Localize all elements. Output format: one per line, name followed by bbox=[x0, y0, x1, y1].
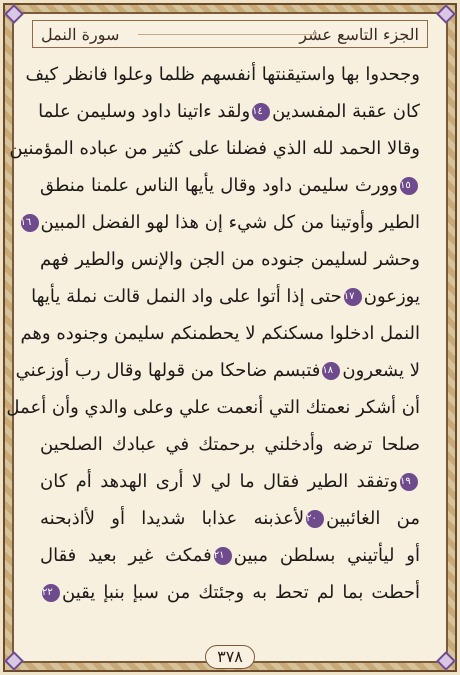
text-line bbox=[20, 204, 420, 241]
ayah-marker-icon: ١٩ bbox=[400, 473, 418, 491]
text-line bbox=[40, 241, 420, 278]
text-line bbox=[40, 426, 420, 463]
page-number: ٣٧٨ bbox=[205, 645, 255, 669]
line-text: كان عقبة المفسدين bbox=[272, 101, 420, 122]
line-text: وورث سليمن داود وقال يأيها الناس علمنا منطق bbox=[40, 175, 398, 196]
quran-text bbox=[6, 56, 421, 630]
text-line bbox=[6, 389, 420, 426]
line-text: لأعذبنه عذابا شديدا أو لأاذبحنه bbox=[40, 508, 305, 529]
line-text: وتفقد الطير فقال ما لي لا أرى الهدهد أم كان bbox=[40, 471, 398, 492]
ayah-marker-icon: ٢١ bbox=[214, 547, 232, 565]
line-text: أن أشكر نعمتك التي أنعمت علي وعلى والدي وأن أعمل bbox=[6, 397, 420, 418]
line-text: لا يشعرون bbox=[342, 360, 420, 381]
line-text: وجحدوا بها واستيقنتها أنفسهم ظلما وعلوا فانظر كيف bbox=[25, 64, 420, 85]
text-line bbox=[40, 574, 420, 611]
line-text: صلحا ترضه وأدخلني برحمتك في عبادك الصلحين bbox=[40, 434, 420, 455]
text-line bbox=[9, 130, 420, 167]
ayah-marker-icon: ٢٠ bbox=[306, 510, 324, 528]
line-text: النمل ادخلوا مسكنكم لا يحطمنكم سليمن وجنوده وهم bbox=[20, 323, 420, 344]
line-text: أو ليأتيني بسلطن مبين bbox=[233, 545, 420, 566]
header-divider bbox=[138, 34, 317, 35]
line-text: وحشر لسليمن جنوده من الجن والإنس والطير فهم bbox=[40, 249, 420, 270]
ayah-marker-icon: ١٥ bbox=[400, 177, 418, 195]
text-line bbox=[15, 352, 420, 389]
text-line bbox=[40, 537, 420, 574]
line-text: حتى إذا أتوا على واد النمل قالت نملة يأيها bbox=[31, 286, 342, 307]
ayah-marker-icon: ١٤ bbox=[252, 103, 270, 121]
line-text: ولقد ءاتينا داود وسليمن علما bbox=[38, 101, 251, 122]
text-line bbox=[40, 500, 420, 537]
ayah-marker-icon: ١٨ bbox=[322, 362, 340, 380]
text-line bbox=[40, 463, 420, 500]
text-line bbox=[20, 315, 420, 352]
line-text: من الغائبين bbox=[326, 508, 421, 529]
text-line bbox=[25, 56, 420, 93]
text-line bbox=[40, 93, 420, 130]
ayah-marker-icon: ١٦ bbox=[21, 214, 39, 232]
text-line bbox=[31, 278, 420, 315]
line-text: يوزعون bbox=[363, 286, 420, 307]
page-header bbox=[32, 20, 428, 48]
line-text: فمكث غير بعيد فقال bbox=[40, 545, 212, 566]
line-text: أحطت بما لم تحط به وجئتك من سبإ بنبإ يقين bbox=[62, 582, 420, 603]
juz-name: الجزء التاسع عشر bbox=[299, 25, 419, 44]
ayah-marker-icon: ١٧ bbox=[344, 288, 362, 306]
surah-name: سورة النمل bbox=[41, 25, 120, 44]
line-text: الطير وأوتينا من كل شيء إن هذا لهو الفضل المبين bbox=[40, 212, 420, 233]
text-line bbox=[40, 167, 420, 204]
line-text: وقالا الحمد لله الذي فضلنا على كثير من عباده المؤمنين bbox=[9, 138, 420, 159]
line-text: فتبسم ضاحكا من قولها وقال رب أوزعني bbox=[15, 360, 321, 381]
ayah-marker-icon: ٢٢ bbox=[42, 584, 60, 602]
